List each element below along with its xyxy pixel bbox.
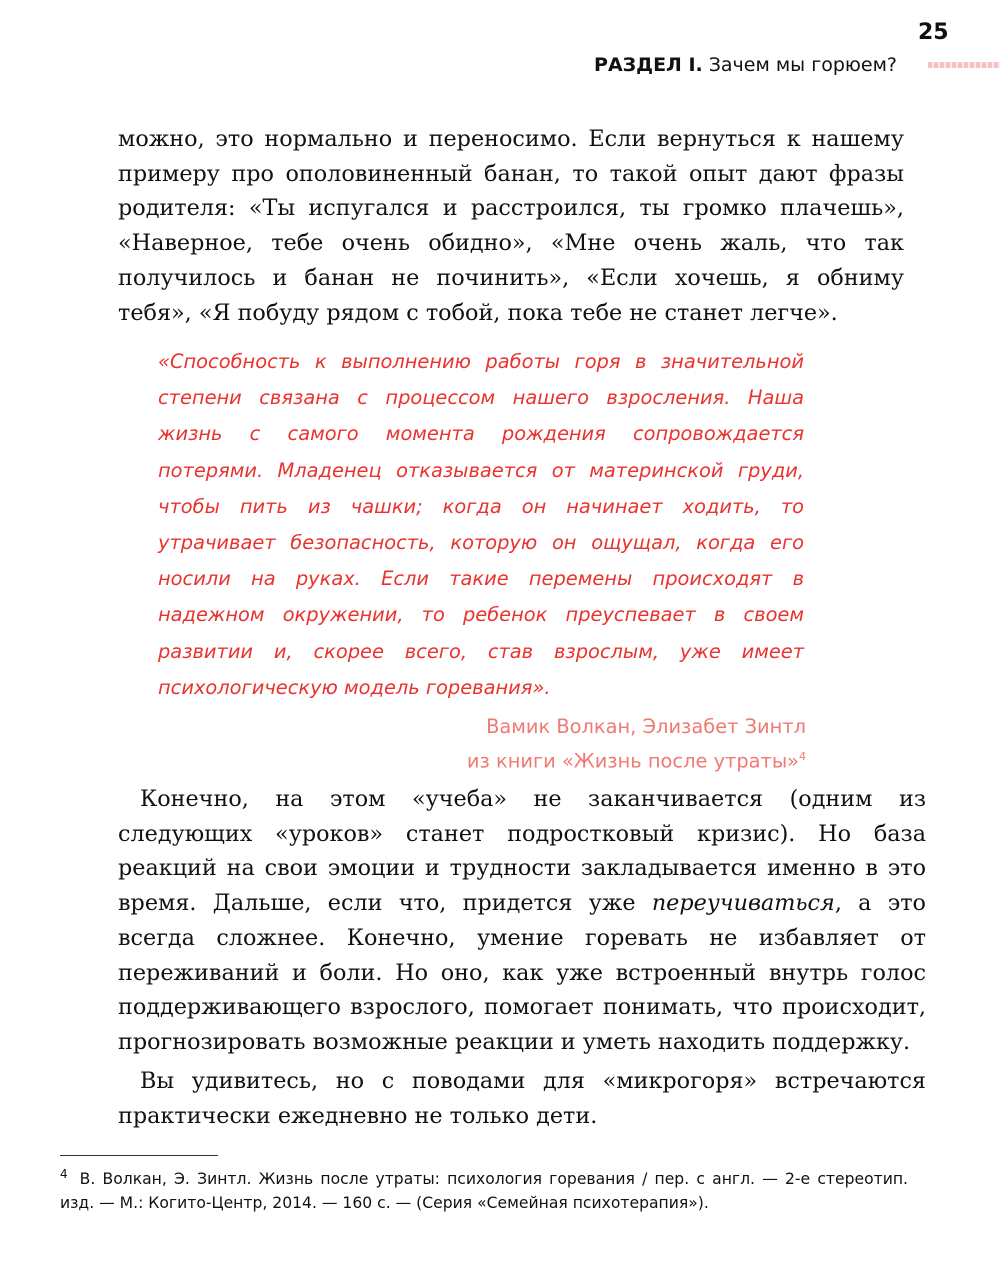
paragraph-3-text: Вы удивитесь, но с поводами для «микрогоря» встречаются практически ежедневно не только дети. xyxy=(118,1068,926,1129)
paragraph-2-start: Конечно, на этом «учеба» не заканчивается (одним из следующих «уроков» станет подростковый кризис). Но база реакций на свои эмоции и трудности закладывается именно в это время. Дальше, если что, придется уже xyxy=(118,786,926,917)
footnote xyxy=(60,1162,908,1215)
footnote-text: В. Волкан, Э. Зинтл. Жизнь после утраты: психология горевания / пер. с англ. — 2-е стереотип. изд. — М.: Когито-Центр, 2014. — 160 с. — (Серия «Семейная психотерапия»). xyxy=(60,1170,908,1213)
section-title: Зачем мы горюем? xyxy=(708,54,897,76)
running-header xyxy=(594,54,897,76)
page-number: 25 xyxy=(918,20,949,45)
epigraph-quote: «Способность к выполнению работы горя в значительной степени связана с процессом нашего взросления. Наша жизнь с самого момента рождения сопровождается потерями. Младенец отказывается от материнской груди, чтобы пить из чашки; когда он начинает ходить, то утрачивает безопасность, которую он ощущал, когда его носили на руках. Если такие перемены происходят в надежном окружении, то ребенок преуспевает в своем развитии и, скорее всего, став взрослым, уже имеет психологическую модель горевания». xyxy=(158,350,804,699)
quote-author: Вамик Волкан, Элизабет Зинтл xyxy=(486,715,806,738)
quote-source-line xyxy=(467,742,806,776)
paragraph-2-end: , а это всегда сложнее. Конечно, умение горевать не избавляет от переживаний и боли. Но оно, как уже встроенный внутрь голос поддерживающего взрослого, помогает понимать, что происходит, прогнозировать возможные реакции и уметь находить поддержку. xyxy=(118,890,926,1055)
paragraph-2-emphasis: переучиваться xyxy=(651,890,835,917)
footnote-divider xyxy=(60,1155,218,1156)
quote-attribution xyxy=(467,712,806,776)
section-label: РАЗДЕЛ I. xyxy=(594,54,703,76)
paragraph-2 xyxy=(96,782,926,1060)
header-decoration xyxy=(928,62,1000,68)
paragraph-3 xyxy=(96,1064,926,1133)
footnote-number: 4 xyxy=(60,1167,68,1181)
footnote-ref: 4 xyxy=(799,750,806,763)
paragraph-1: можно, это нормально и переносимо. Если вернуться к нашему примеру про ополовиненный банан, то такой опыт дают фразы родителя: «Ты испугался и расстроился, ты громко плачешь», «Наверное, тебе очень обидно», «Мне очень жаль, что так получилось и банан не починить», «Если хочешь, я обниму тебя», «Я побуду рядом с тобой, пока тебе не станет легче». xyxy=(118,126,904,326)
quote-source: из книги «Жизнь после утраты» xyxy=(466,749,799,773)
